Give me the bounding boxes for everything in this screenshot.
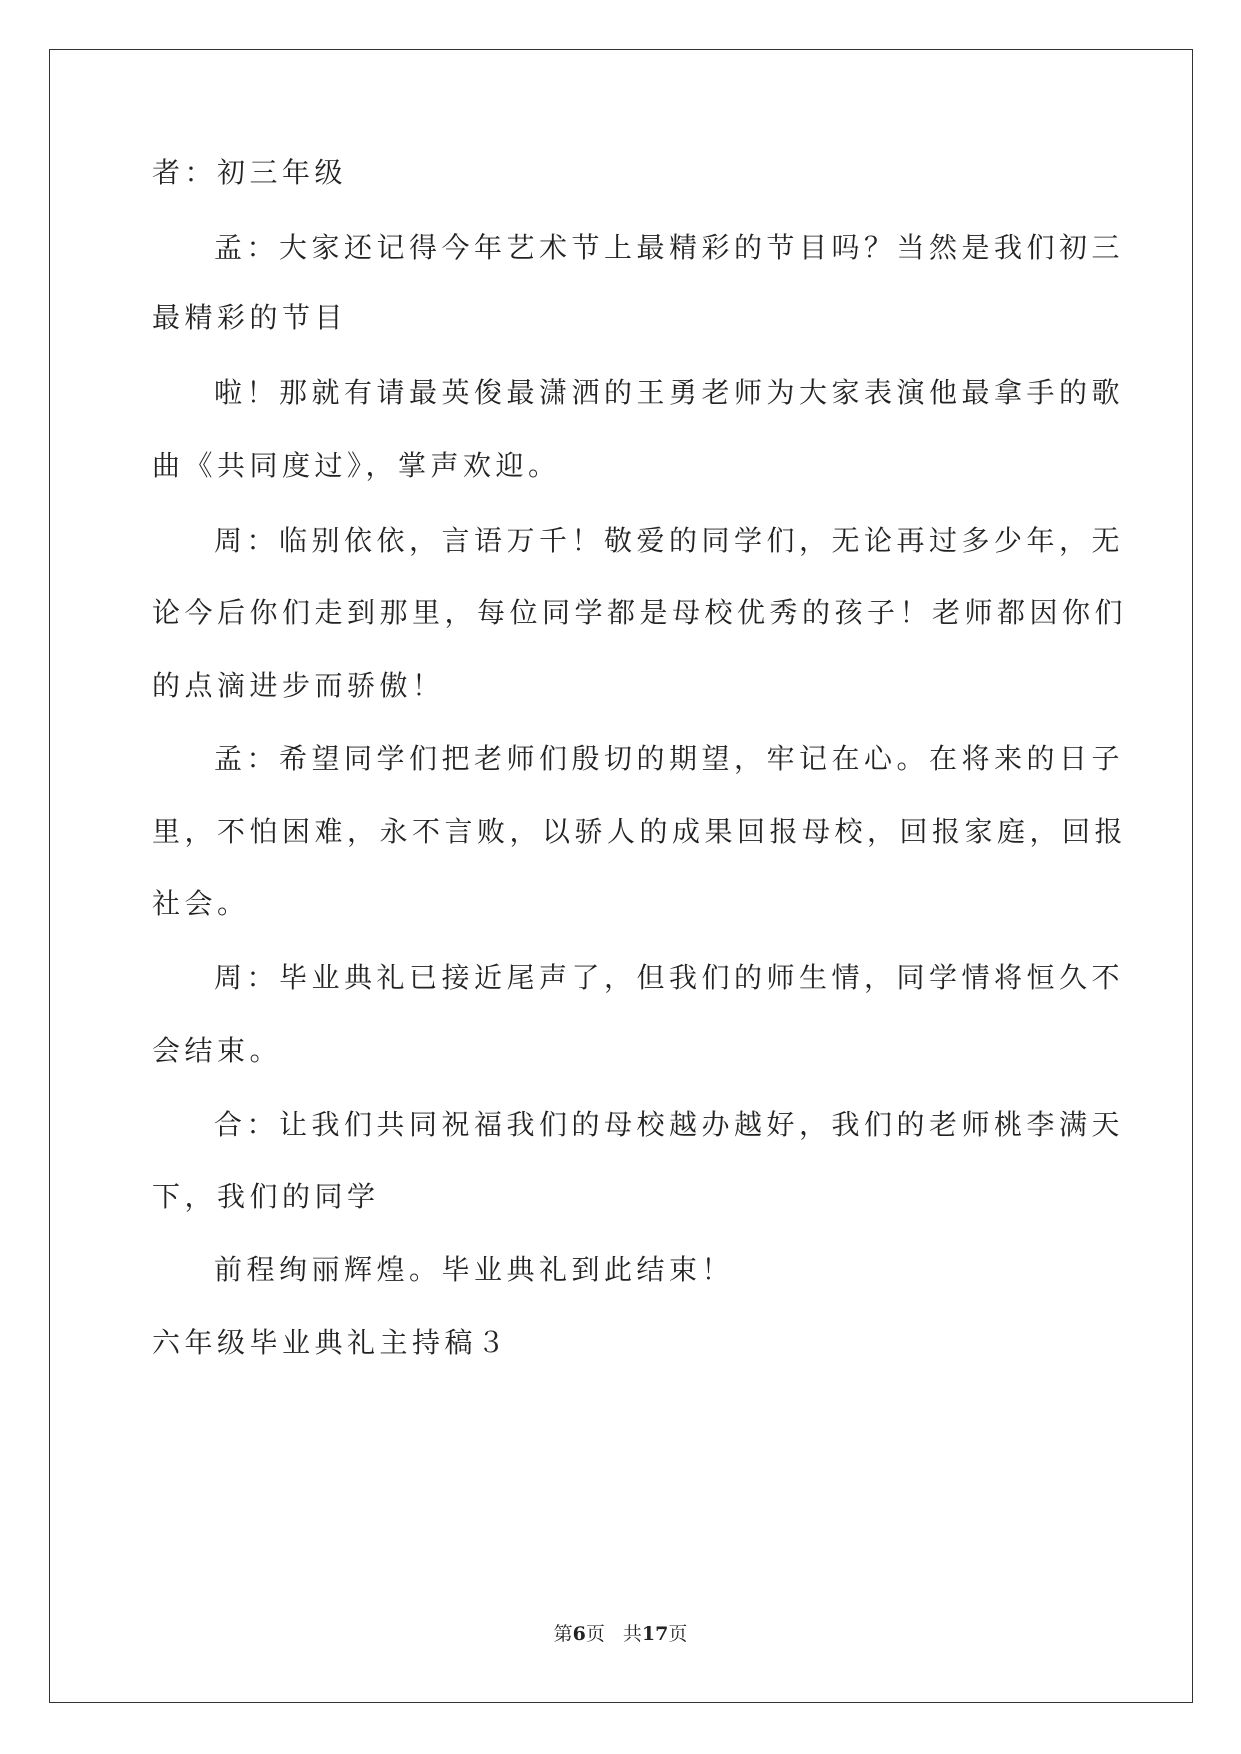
text-line: 孟：希望同学们把老师们殷切的期望，牢记在心。在将来的日子	[214, 742, 1125, 775]
page-footer	[0, 1623, 1241, 1645]
text-line: 周：毕业典礼已接近尾声了，但我们的师生情，同学情将恒久不	[214, 961, 1125, 994]
text-line: 前程绚丽辉煌。毕业典礼到此结束！	[214, 1253, 735, 1286]
text-line: 啦！那就有请最英俊最潇洒的王勇老师为大家表演他最拿手的歌	[214, 376, 1125, 409]
text-line: 会结束。	[152, 1034, 283, 1067]
footer-page-prefix: 第	[553, 1623, 573, 1645]
text-line: 里，不怕困难，永不言败，以骄人的成果回报母校，回报家庭，回报	[152, 815, 1128, 848]
page-border	[49, 49, 1193, 1703]
footer-page-suffix: 页	[585, 1623, 605, 1645]
text-line: 孟：大家还记得今年艺术节上最精彩的节目吗？当然是我们初三	[214, 231, 1125, 264]
text-line: 的点滴进步而骄傲！	[152, 669, 445, 702]
text-line: 最精彩的节目	[152, 301, 348, 334]
footer-total-pages: 17	[641, 1623, 669, 1645]
text-line: 社会。	[152, 887, 250, 920]
text-line: 者：初三年级	[152, 156, 348, 189]
footer-page-number: 6	[572, 1623, 586, 1645]
footer-total-suffix: 页	[668, 1623, 688, 1645]
text-line: 合：让我们共同祝福我们的母校越办越好，我们的老师桃李满天	[214, 1108, 1125, 1141]
text-line: 下，我们的同学	[152, 1180, 380, 1213]
section-heading: 六年级毕业典礼主持稿３	[152, 1326, 510, 1359]
text-line: 曲《共同度过》，掌声欢迎。	[152, 449, 561, 482]
text-line: 周：临别依依，言语万千！敬爱的同学们，无论再过多少年，无	[214, 524, 1125, 557]
footer-total-prefix: 共	[622, 1623, 642, 1645]
text-line: 论今后你们走到那里，每位同学都是母校优秀的孩子！老师都因你们	[152, 596, 1128, 629]
